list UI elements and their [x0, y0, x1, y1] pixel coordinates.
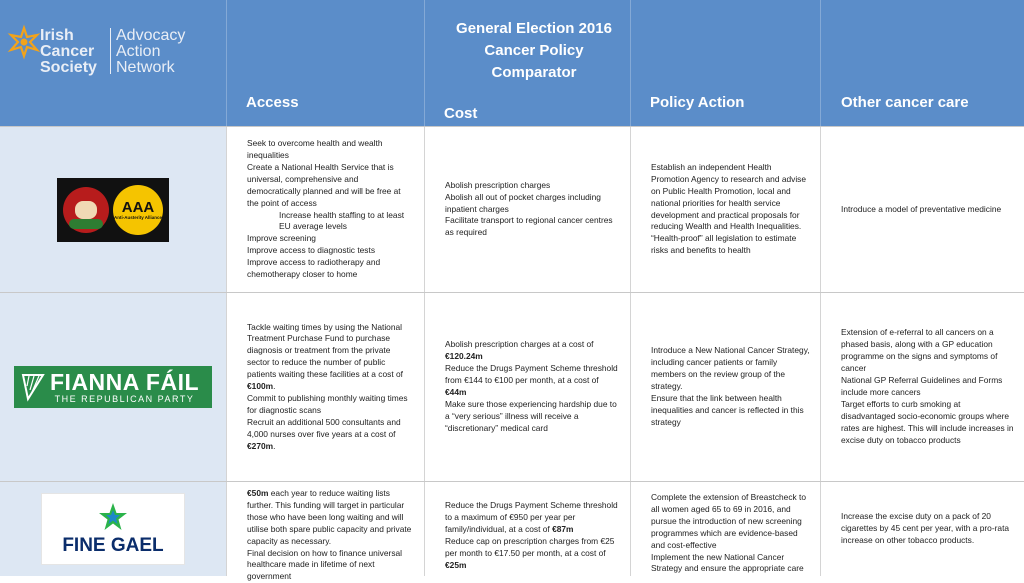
- network-line-3: Network: [116, 59, 175, 76]
- access-cell: [226, 482, 424, 582]
- access-item: Commit to publishing monthly waiting times for diagnostic scans: [247, 392, 408, 415]
- other-care-item: Extension of e-referral to all cancers on a phased basis, along with a GP education programme on the signs and symptoms of cancer: [841, 327, 998, 374]
- title-line-3: Comparator: [491, 64, 577, 81]
- network-name: [116, 28, 185, 76]
- policy-item: Complete the extension of Breastcheck to all women aged 65 to 69 in 2016, and pursue the introduction of new screening programmes which are evidence-based and cost-effective: [651, 492, 807, 550]
- network-line-2: Action: [116, 43, 161, 60]
- cost-cell: [424, 127, 630, 292]
- party-row-aaa-pbp: [0, 126, 1024, 292]
- aaa-logo-subtext: Anti-Austerity Alliance: [113, 214, 163, 220]
- fianna-fail-logo: [14, 366, 212, 408]
- org-line-2: Cancer: [40, 43, 95, 60]
- access-cell: [226, 293, 424, 481]
- cost-item: Reduce cap on prescription charges from €25 per month to €17.50 per month, at a cost of €25m: [445, 535, 615, 570]
- handshake-icon: [63, 187, 109, 233]
- page-title: [424, 18, 644, 84]
- cost-item: Abolish prescription charges at a cost of €120.24m: [445, 339, 594, 362]
- access-item: Improve access to radiotherapy and chemotherapy closer to home: [247, 257, 381, 280]
- party-logo-cell: [0, 482, 226, 576]
- cost-item: Facilitate transport to regional cancer centres as required: [445, 215, 613, 238]
- org-line-3: Society: [40, 59, 97, 76]
- other-care-cell: [820, 127, 1024, 292]
- header-divider: [424, 0, 425, 126]
- header-divider: [630, 0, 631, 126]
- irish-cancer-society-logo: [6, 22, 206, 82]
- cost-item: Make sure those experiencing hardship due to a “very serious” illness will receive a “discretionary” medical card: [445, 398, 617, 433]
- other-care-item: Increase the excise duty on a pack of 20 cigarettes by 45 cent per year, with a pro-rata increase on other tobacco products.: [841, 511, 1010, 545]
- fg-logo-text: FINE GAEL: [62, 535, 164, 556]
- other-care-cell: [820, 293, 1024, 481]
- party-logo-cell: [0, 293, 226, 481]
- logo-divider: [110, 28, 111, 74]
- other-care-item: Target efforts to curb smoking at disadvantaged socio-economic groups where rates are highest. This will include increases in excise duty on tobacco products: [841, 398, 1014, 445]
- header-divider: [226, 0, 227, 126]
- cost-cell: [424, 293, 630, 481]
- cost-item: Reduce the Drugs Payment Scheme threshold from €144 to €100 per month, at a cost of €44m: [445, 363, 618, 397]
- access-item: Tackle waiting times by using the National Treatment Purchase Fund to purchase diagnosis or treatment from the private sector to reduce the number of public patients waiting these facilities at a cost of €100m.: [247, 321, 403, 392]
- cost-item: Abolish prescription charges: [445, 179, 551, 190]
- policy-cell: [630, 482, 820, 576]
- ff-logo-subtext: THE REPUBLICAN PARTY: [54, 394, 195, 404]
- access-item: Seek to overcome health and wealth inequalities: [247, 138, 383, 160]
- cost-item: Reduce the Drugs Payment Scheme threshold to a maximum of €950 per year per family/individual, at a cost of €87m: [445, 500, 618, 534]
- network-line-1: Advocacy: [116, 27, 186, 44]
- policy-item: “Health-proof” all legislation to estimate risks and benefits to health: [651, 233, 797, 256]
- access-item: Improve access to diagnostic tests: [247, 245, 376, 256]
- party-row-fianna-fail: [0, 292, 1024, 481]
- access-cell: [226, 127, 424, 292]
- cost-cell: [424, 482, 630, 576]
- access-item: Final decision on how to finance universal healthcare made in lifetime of next government: [247, 547, 403, 582]
- other-care-item: National GP Referral Guidelines and Forms include more cancers: [841, 375, 1003, 397]
- policy-item: Introduce a New National Cancer Strategy, including cancer patients or family members on the review group of the strategy.: [651, 345, 810, 392]
- party-logo-cell: [0, 127, 226, 292]
- policy-cell: [630, 293, 820, 481]
- title-line-1: General Election 2016: [456, 20, 612, 37]
- comparator-header: [0, 0, 1024, 126]
- aaa-pbp-logo: [57, 178, 169, 242]
- column-header-policy-action: Policy Action: [650, 94, 745, 111]
- access-item: Create a National Health Service that is universal, comprehensive and democratically planned and will be free at the point of access: [247, 161, 401, 208]
- column-header-access: Access: [246, 94, 299, 111]
- ff-logo-text: FIANNA FÁIL: [50, 369, 200, 395]
- aaa-badge: [113, 185, 163, 235]
- star-icon: [98, 502, 128, 532]
- harp-icon: [20, 372, 46, 402]
- aaa-logo-text: AAA: [121, 198, 155, 216]
- policy-cell: [630, 127, 820, 292]
- access-item: €50m each year to reduce waiting lists further. This funding will target in particular those who have been long waiting and will utilise both spare public capacity and private capacity as necessary.: [247, 488, 412, 546]
- daffodil-icon: [6, 24, 42, 60]
- column-header-other-cancer-care: Other cancer care: [841, 94, 969, 111]
- header-divider: [820, 0, 821, 126]
- org-line-1: Irish: [40, 27, 74, 44]
- policy-item: Establish an independent Health Promotion Agency to research and advise on Public Health Promotion, local and national priorities for health service development and practical proposals for reducing Wealth and Health Inequalities.: [651, 161, 807, 232]
- other-care-cell: [820, 482, 1024, 576]
- cost-item: Abolish all out of pocket charges including inpatient charges: [445, 191, 601, 214]
- policy-item: Implement the new National Cancer Strategy and ensure the appropriate care: [651, 551, 804, 574]
- access-item: Recruit an additional 500 consultants and 4,000 nurses over five years at a cost of €270m.: [247, 416, 401, 451]
- party-row-fine-gael: [0, 481, 1024, 582]
- fine-gael-logo: [41, 493, 185, 565]
- column-header-cost: Cost: [444, 105, 478, 122]
- org-name: [40, 28, 97, 76]
- access-item: Increase health staffing to at least EU average levels: [279, 209, 405, 232]
- title-line-2: Cancer Policy: [484, 42, 584, 59]
- access-item: Improve screening: [247, 233, 316, 244]
- policy-item: Ensure that the link between health inequalities and cancer is reflected in this strategy: [651, 392, 804, 427]
- other-care-item: Introduce a model of preventative medicine: [841, 203, 1002, 214]
